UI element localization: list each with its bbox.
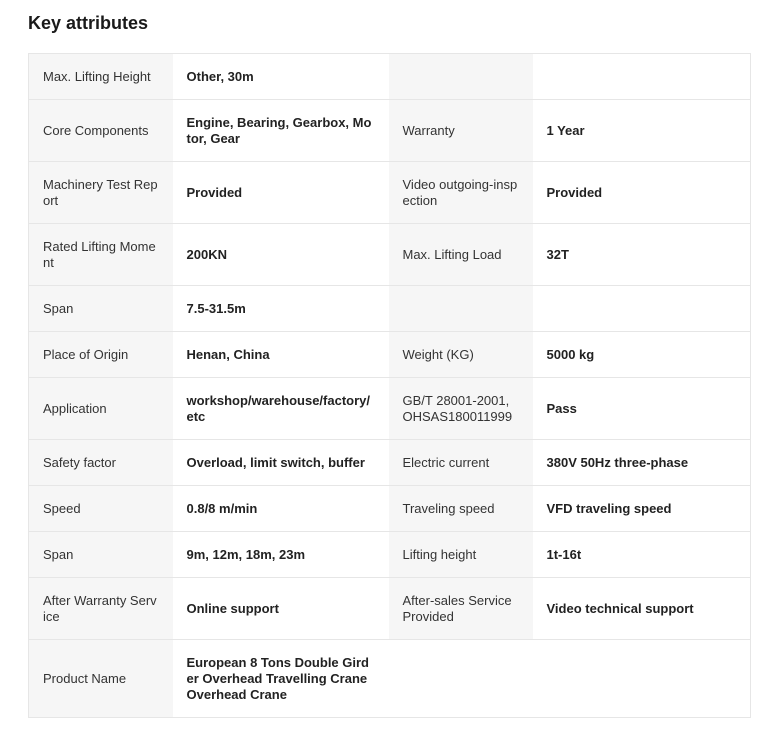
attribute-value: Provided [173, 162, 389, 224]
attribute-value: 0.8/8 m/min [173, 486, 389, 532]
table-row [29, 440, 751, 486]
attribute-value: 32T [533, 224, 751, 286]
attribute-key: Span [29, 532, 173, 578]
attribute-key: Max. Lifting Height [29, 54, 173, 100]
attribute-value: 1t-16t [533, 532, 751, 578]
table-row [29, 162, 751, 224]
attribute-value: 1 Year [533, 100, 751, 162]
attribute-key: Traveling speed [389, 486, 533, 532]
attribute-value: Provided [533, 162, 751, 224]
attribute-key: Warranty [389, 100, 533, 162]
table-row [29, 640, 751, 718]
attribute-key: Rated Lifting Moment [29, 224, 173, 286]
attribute-value: 7.5-31.5m [173, 286, 389, 332]
attributes-table [28, 53, 751, 718]
attribute-key: Product Name [29, 640, 173, 718]
attribute-empty-cell [389, 640, 751, 718]
table-row [29, 486, 751, 532]
attribute-value [533, 286, 751, 332]
attribute-key: After Warranty Service [29, 578, 173, 640]
table-row [29, 54, 751, 100]
attribute-value: 200KN [173, 224, 389, 286]
attribute-key [389, 286, 533, 332]
table-row [29, 578, 751, 640]
attribute-key: Video outgoing-inspection [389, 162, 533, 224]
table-row [29, 378, 751, 440]
attribute-value: Online support [173, 578, 389, 640]
attribute-key: Electric current [389, 440, 533, 486]
table-row [29, 332, 751, 378]
attribute-key: Weight (KG) [389, 332, 533, 378]
section-title: Key attributes [28, 13, 149, 33]
attribute-value: Other, 30m [173, 54, 389, 100]
attribute-value: workshop/warehouse/factory/etc [173, 378, 389, 440]
attribute-value: 9m, 12m, 18m, 23m [173, 532, 389, 578]
attribute-key: Machinery Test Report [29, 162, 173, 224]
attribute-value: VFD traveling speed [533, 486, 751, 532]
attribute-key: After-sales Service Provided [389, 578, 533, 640]
attribute-value: Overload, limit switch, buffer [173, 440, 389, 486]
table-row [29, 532, 751, 578]
attribute-key: Span [29, 286, 173, 332]
attribute-value: Pass [533, 378, 751, 440]
attribute-value: Video technical support [533, 578, 751, 640]
table-row [29, 286, 751, 332]
attribute-key: Place of Origin [29, 332, 173, 378]
attribute-value: Henan, China [173, 332, 389, 378]
table-row [29, 224, 751, 286]
attribute-key: Core Components [29, 100, 173, 162]
attribute-value: 5000 kg [533, 332, 751, 378]
attribute-value [533, 54, 751, 100]
attribute-key: Lifting height [389, 532, 533, 578]
attribute-key: Speed [29, 486, 173, 532]
attribute-key: Application [29, 378, 173, 440]
attribute-key: GB/T 28001-2001, OHSAS180011999 [389, 378, 533, 440]
attribute-value: European 8 Tons Double Girder Overhead Travelling Crane Overhead Crane [173, 640, 389, 718]
attribute-key: Max. Lifting Load [389, 224, 533, 286]
table-row [29, 100, 751, 162]
attribute-key: Safety factor [29, 440, 173, 486]
attribute-key [389, 54, 533, 100]
attribute-value: 380V 50Hz three-phase [533, 440, 751, 486]
attribute-value: Engine, Bearing, Gearbox, Motor, Gear [173, 100, 389, 162]
